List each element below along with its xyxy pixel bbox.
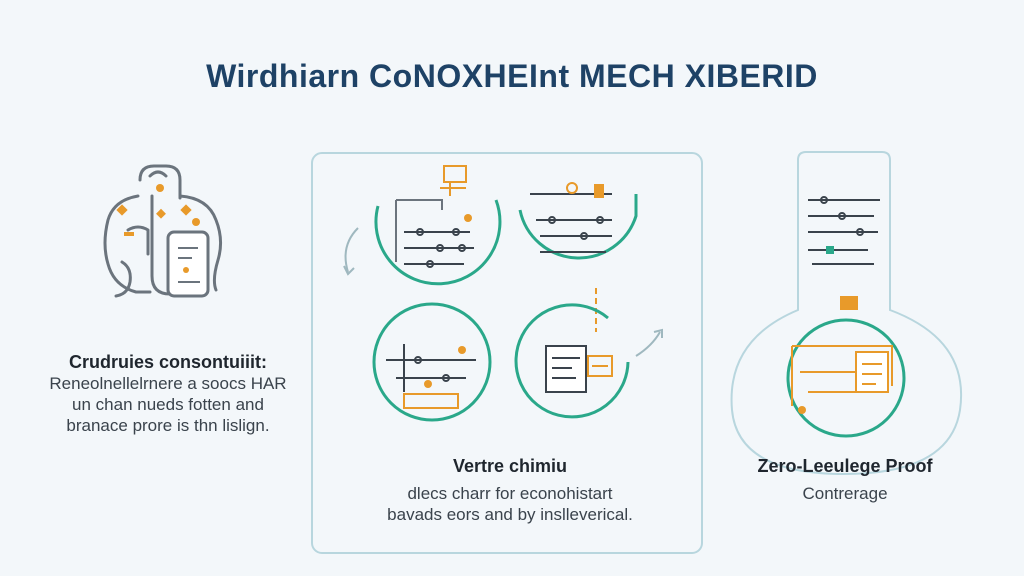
middle-panel-text: [320, 456, 700, 525]
left-heading: Crudruies consontuiiit:: [69, 352, 267, 372]
middle-heading: Vertre chimiu: [452, 456, 568, 476]
left-line-3: branace prore is thn lislign.: [66, 416, 270, 435]
top-right-circle-icon: [520, 183, 636, 258]
right-subheading: Contrerage: [802, 484, 888, 503]
right-list-icon: [808, 197, 880, 264]
forward-arrow-icon: [636, 332, 660, 356]
left-line-2: un chan nueds fotten and: [72, 395, 264, 414]
top-left-circle-icon: [376, 166, 500, 284]
right-panel-text: [730, 456, 960, 504]
page-title: Wirdhiarn CoNOXHEInt MECH XIBERID: [206, 58, 818, 94]
bottom-left-circle-icon: [374, 304, 490, 420]
middle-line-2: bavads eors and by inslleverical.: [387, 505, 633, 524]
left-panel-text: [38, 352, 298, 436]
right-circle-icon: [788, 320, 904, 436]
back-arrow-icon: [346, 228, 358, 272]
middle-line-1: dlecs charr for econohistart: [407, 484, 613, 503]
right-heading: Zero-Leeulege Proof: [757, 456, 933, 476]
left-line-1: Reneolnellelrnere a soocs HAR: [49, 374, 287, 393]
bottom-right-circle-icon: [516, 305, 628, 417]
